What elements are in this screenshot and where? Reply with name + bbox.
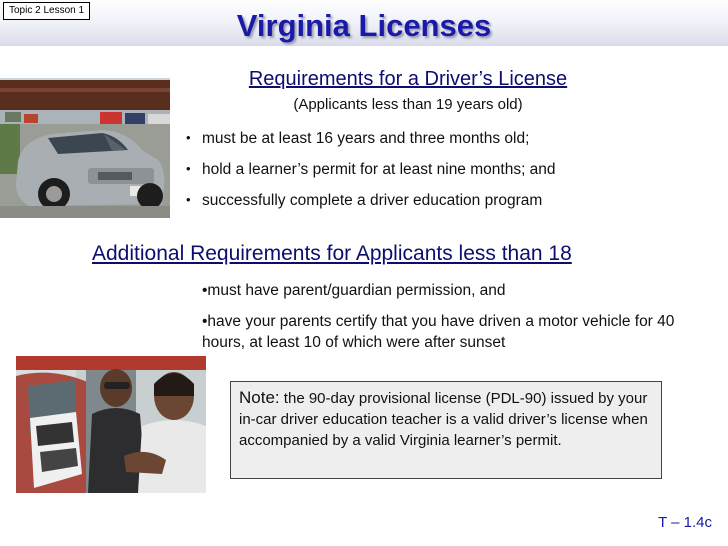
list-item: • must be at least 16 years and three months old; xyxy=(186,130,530,147)
note-label: Note: xyxy=(239,388,280,407)
bullet-icon: • xyxy=(186,130,191,145)
note-box xyxy=(230,381,662,479)
additional-requirements-list xyxy=(202,280,702,353)
bullet-icon: • xyxy=(186,161,191,176)
bullet-icon: • xyxy=(186,192,191,207)
additional-requirements-heading: Additional Requirements for Applicants less than 18 xyxy=(92,242,572,265)
in-car-instruction-photo xyxy=(16,356,206,493)
car-photo xyxy=(0,78,170,218)
list-item: •have your parents certify that you have driven a motor vehicle for 40 hours, at least 10 of which were after sunset xyxy=(202,313,675,351)
requirements-list xyxy=(186,130,556,223)
list-item: • hold a learner’s permit for at least nine months; and xyxy=(186,161,556,178)
list-item: •must have parent/guardian permission, and xyxy=(202,282,506,299)
topic-tag: Topic 2 Lesson 1 xyxy=(3,2,90,20)
note-text: the 90-day provisional license (PDL-90) issued by your in-car driver education teacher is a valid driver’s license when accompanied by a valid Virginia learner’s permit. xyxy=(239,390,648,449)
list-item: • successfully complete a driver education program xyxy=(186,192,543,209)
slide-code: T – 1.4c xyxy=(658,514,712,531)
requirements-subheading: (Applicants less than 19 years old) xyxy=(293,96,523,113)
slide-title: Virginia Licenses xyxy=(236,8,492,43)
requirements-heading: Requirements for a Driver’s License xyxy=(248,68,568,90)
